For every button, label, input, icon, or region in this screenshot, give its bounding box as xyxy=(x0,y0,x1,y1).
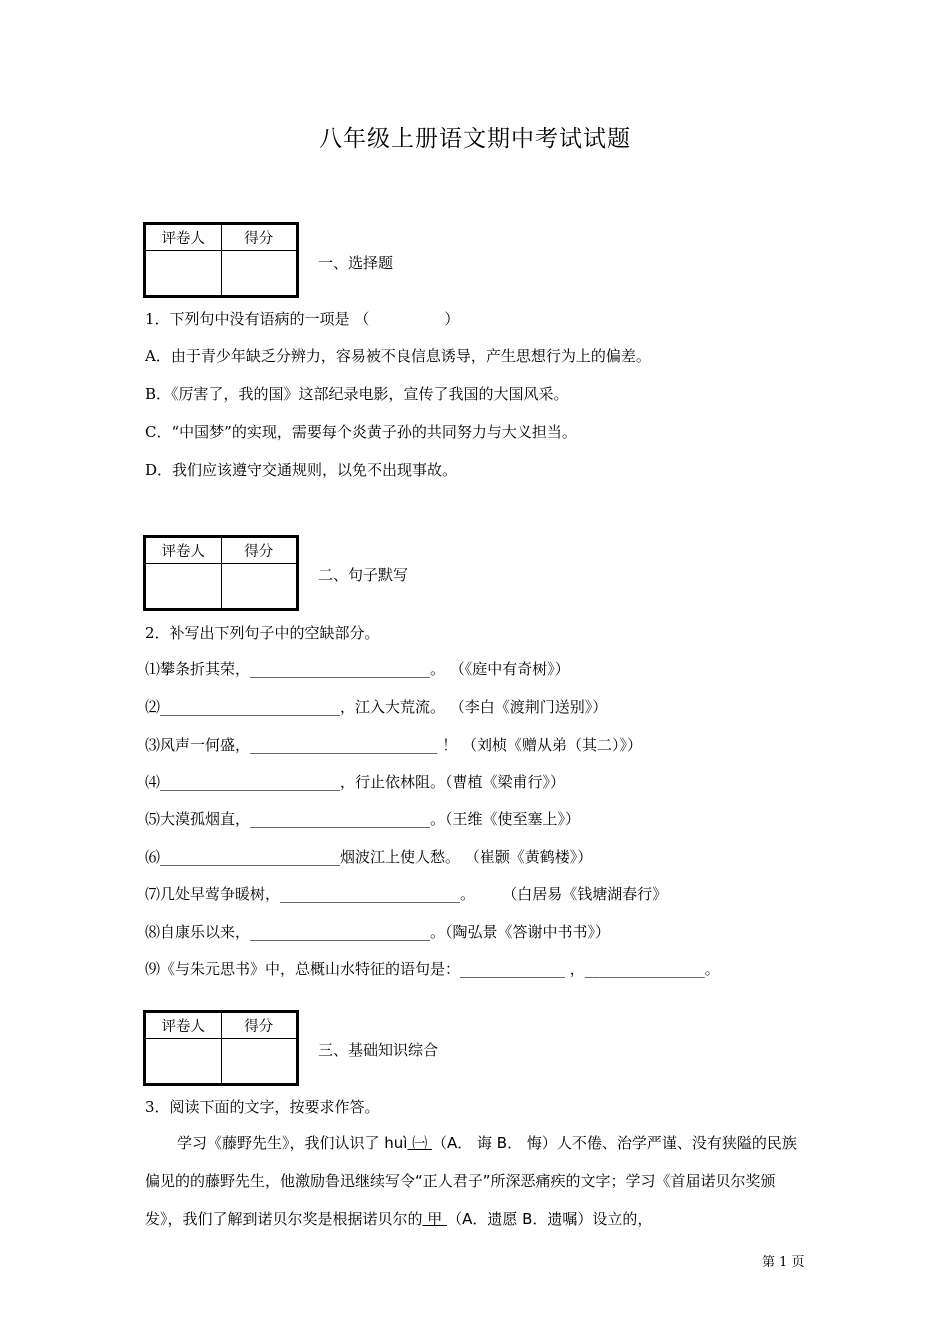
fill-in-line: ⑵________________________，江入大荒流。 （李白《渡荆门送别》） xyxy=(145,698,608,716)
score-box xyxy=(143,535,299,611)
question-line: 1．下列句中没有语病的一项是 （ ） xyxy=(145,310,460,328)
paragraph-text: 学习《藤野先生》，我们认识了 huì xyxy=(177,1134,408,1152)
paragraph-text: （A．遗愿 B．遗嘱）设立的， xyxy=(447,1210,653,1228)
option-line: A．由于青少年缺乏分辨力，容易被不良信息诱导，产生思想行为上的偏差。 xyxy=(145,347,651,365)
question-line: 2．补写出下列句子中的空缺部分。 xyxy=(145,624,380,642)
fill-in-line: ⑴攀条折其荣，________________________。 （《庭中有奇树》） xyxy=(145,660,570,678)
reviewer-label: 评卷人 xyxy=(146,538,222,564)
score-box xyxy=(143,1010,299,1086)
reviewer-cell xyxy=(146,1039,222,1084)
fill-in-line: ⑹________________________烟波江上使人愁。 （崔颢《黄鹤楼》） xyxy=(145,848,593,866)
option-line: D．我们应该遵守交通规则，以免不出现事故。 xyxy=(145,461,458,479)
section-heading: 二、句子默写 xyxy=(318,566,409,584)
score-cell xyxy=(221,251,297,296)
score-cell xyxy=(221,564,297,609)
score-label: 得分 xyxy=(221,1013,297,1039)
option-line: C．“中国梦”的实现，需要每个炎黄子孙的共同努力与大义担当。 xyxy=(145,423,577,441)
score-label: 得分 xyxy=(221,225,297,251)
reviewer-cell xyxy=(146,564,222,609)
fill-in-line: ⑺几处早莺争暖树，________________________。 （白居易《钱塘湖春行》 xyxy=(145,885,668,903)
page-title: 八年级上册语文期中考试试题 xyxy=(319,126,631,152)
reviewer-label: 评卷人 xyxy=(146,1013,222,1039)
section-heading: 三、基础知识综合 xyxy=(318,1041,439,1059)
fill-in-line: ⑼《与朱元思书》中，总概山水特征的语句是：______________ ，________________。 xyxy=(145,960,720,978)
reviewer-label: 评卷人 xyxy=(146,225,222,251)
reading-paragraph xyxy=(145,1124,810,1238)
section-heading: 一、选择题 xyxy=(318,254,394,272)
page-number: 第 1 页 xyxy=(762,1255,805,1270)
fill-in-line: ⑷________________________，行止依林阻。（曹植《梁甫行》） xyxy=(145,773,566,791)
score-cell xyxy=(221,1039,297,1084)
reviewer-cell xyxy=(146,251,222,296)
blank-marker: 甲 xyxy=(422,1210,448,1228)
fill-in-line: ⑻自康乐以来，________________________。（陶弘景《答谢中书书》） xyxy=(145,923,611,941)
fill-in-line: ⑶风声一何盛，_________________________ ！ （刘桢《赠从弟（其二）》） xyxy=(145,736,643,754)
question-line: 3．阅读下面的文字，按要求作答。 xyxy=(145,1098,380,1116)
option-line: B．《厉害了，我的国》这部纪录电影，宣传了我国的大国风采。 xyxy=(145,385,569,403)
score-label: 得分 xyxy=(221,538,297,564)
fill-in-line: ⑸大漠孤烟直，________________________。（王维《使至塞上》） xyxy=(145,810,581,828)
score-box xyxy=(143,222,299,298)
blank-marker: ㈠ xyxy=(407,1134,432,1152)
paragraph-text: （A． 诲 B． 悔）人不倦、治学严谨、没有狭隘的民族偏见的的藤野先生，他激励鲁迅继续写令“正人君子”所深恶痛疾的文字；学习《首届诺贝尔奖颁发》，我们了解到诺贝尔奖是根据诺贝尔的 xyxy=(145,1134,797,1228)
